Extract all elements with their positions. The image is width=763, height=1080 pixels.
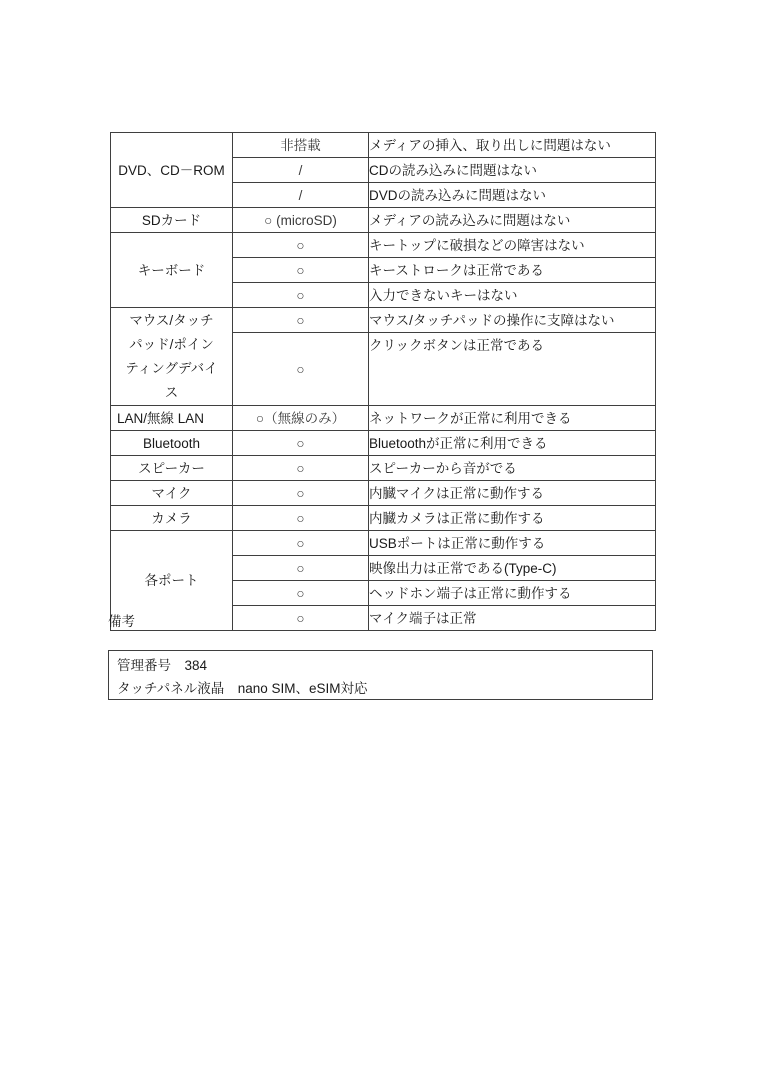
- inspection-row: [111, 481, 656, 506]
- check-description-cell: スピーカーから音がでる: [369, 456, 656, 481]
- status-cell: /: [233, 183, 369, 208]
- check-description-cell: マイク端子は正常: [369, 606, 656, 631]
- feature-line: タッチパネル液晶 nano SIM、eSIM対応: [117, 681, 368, 696]
- check-description-cell: ネットワークが正常に利用できる: [369, 406, 656, 431]
- status-cell: ○: [233, 258, 369, 283]
- device-cell: DVD、CD－ROM: [111, 133, 233, 208]
- check-description-cell: Bluetoothが正常に利用できる: [369, 431, 656, 456]
- inspection-row: [111, 431, 656, 456]
- inspection-table: [110, 132, 656, 631]
- status-cell: ○: [233, 531, 369, 556]
- device-cell: カメラ: [111, 506, 233, 531]
- inspection-table-body: [111, 133, 656, 631]
- check-description-cell: 内臓マイクは正常に動作する: [369, 481, 656, 506]
- device-cell: 各ポート: [111, 531, 233, 631]
- status-cell: ○: [233, 308, 369, 333]
- device-cell: LAN/無線 LAN: [111, 406, 233, 431]
- device-cell: Bluetooth: [111, 431, 233, 456]
- check-description-cell: クリックボタンは正常である: [369, 333, 656, 406]
- inspection-row: [111, 308, 656, 333]
- note-box: [108, 650, 653, 700]
- status-cell: ○: [233, 481, 369, 506]
- check-description-cell: 映像出力は正常である(Type-C): [369, 556, 656, 581]
- status-cell: ○ (microSD): [233, 208, 369, 233]
- status-cell: ○: [233, 456, 369, 481]
- status-cell: ○: [233, 556, 369, 581]
- check-description-cell: USBポートは正常に動作する: [369, 531, 656, 556]
- status-cell: ○: [233, 581, 369, 606]
- check-description-cell: 内臓カメラは正常に動作する: [369, 506, 656, 531]
- device-cell: SDカード: [111, 208, 233, 233]
- status-cell: 非搭載: [233, 133, 369, 158]
- status-cell: ○: [233, 606, 369, 631]
- status-cell: /: [233, 158, 369, 183]
- check-description-cell: メディアの読み込みに問題はない: [369, 208, 656, 233]
- check-description-cell: CDの読み込みに問題はない: [369, 158, 656, 183]
- check-description-cell: キートップに破損などの障害はない: [369, 233, 656, 258]
- status-cell: ○: [233, 506, 369, 531]
- check-description-cell: 入力できないキーはない: [369, 283, 656, 308]
- inspection-row: [111, 233, 656, 258]
- inspection-row: [111, 406, 656, 431]
- remarks-label: 備考: [108, 614, 135, 629]
- device-cell: マウス/タッチパッド/ポインティングデバイス: [111, 308, 233, 406]
- status-cell: ○: [233, 283, 369, 308]
- inspection-row: [111, 506, 656, 531]
- check-description-cell: DVDの読み込みに問題はない: [369, 183, 656, 208]
- inspection-row: [111, 133, 656, 158]
- device-cell: スピーカー: [111, 456, 233, 481]
- device-cell: キーボード: [111, 233, 233, 308]
- status-cell: ○: [233, 233, 369, 258]
- status-cell: ○: [233, 333, 369, 406]
- device-cell: マイク: [111, 481, 233, 506]
- check-description-cell: ヘッドホン端子は正常に動作する: [369, 581, 656, 606]
- status-cell: ○（無線のみ）: [233, 406, 369, 431]
- check-description-cell: キーストロークは正常である: [369, 258, 656, 283]
- inspection-row: [111, 208, 656, 233]
- check-description-cell: メディアの挿入、取り出しに問題はない: [369, 133, 656, 158]
- status-cell: ○: [233, 431, 369, 456]
- inspection-row: [111, 456, 656, 481]
- inspection-table-container: [110, 132, 656, 631]
- inspection-row: [111, 531, 656, 556]
- management-number-line: 管理番号 384: [117, 658, 208, 673]
- check-description-cell: マウス/タッチパッドの操作に支障はない: [369, 308, 656, 333]
